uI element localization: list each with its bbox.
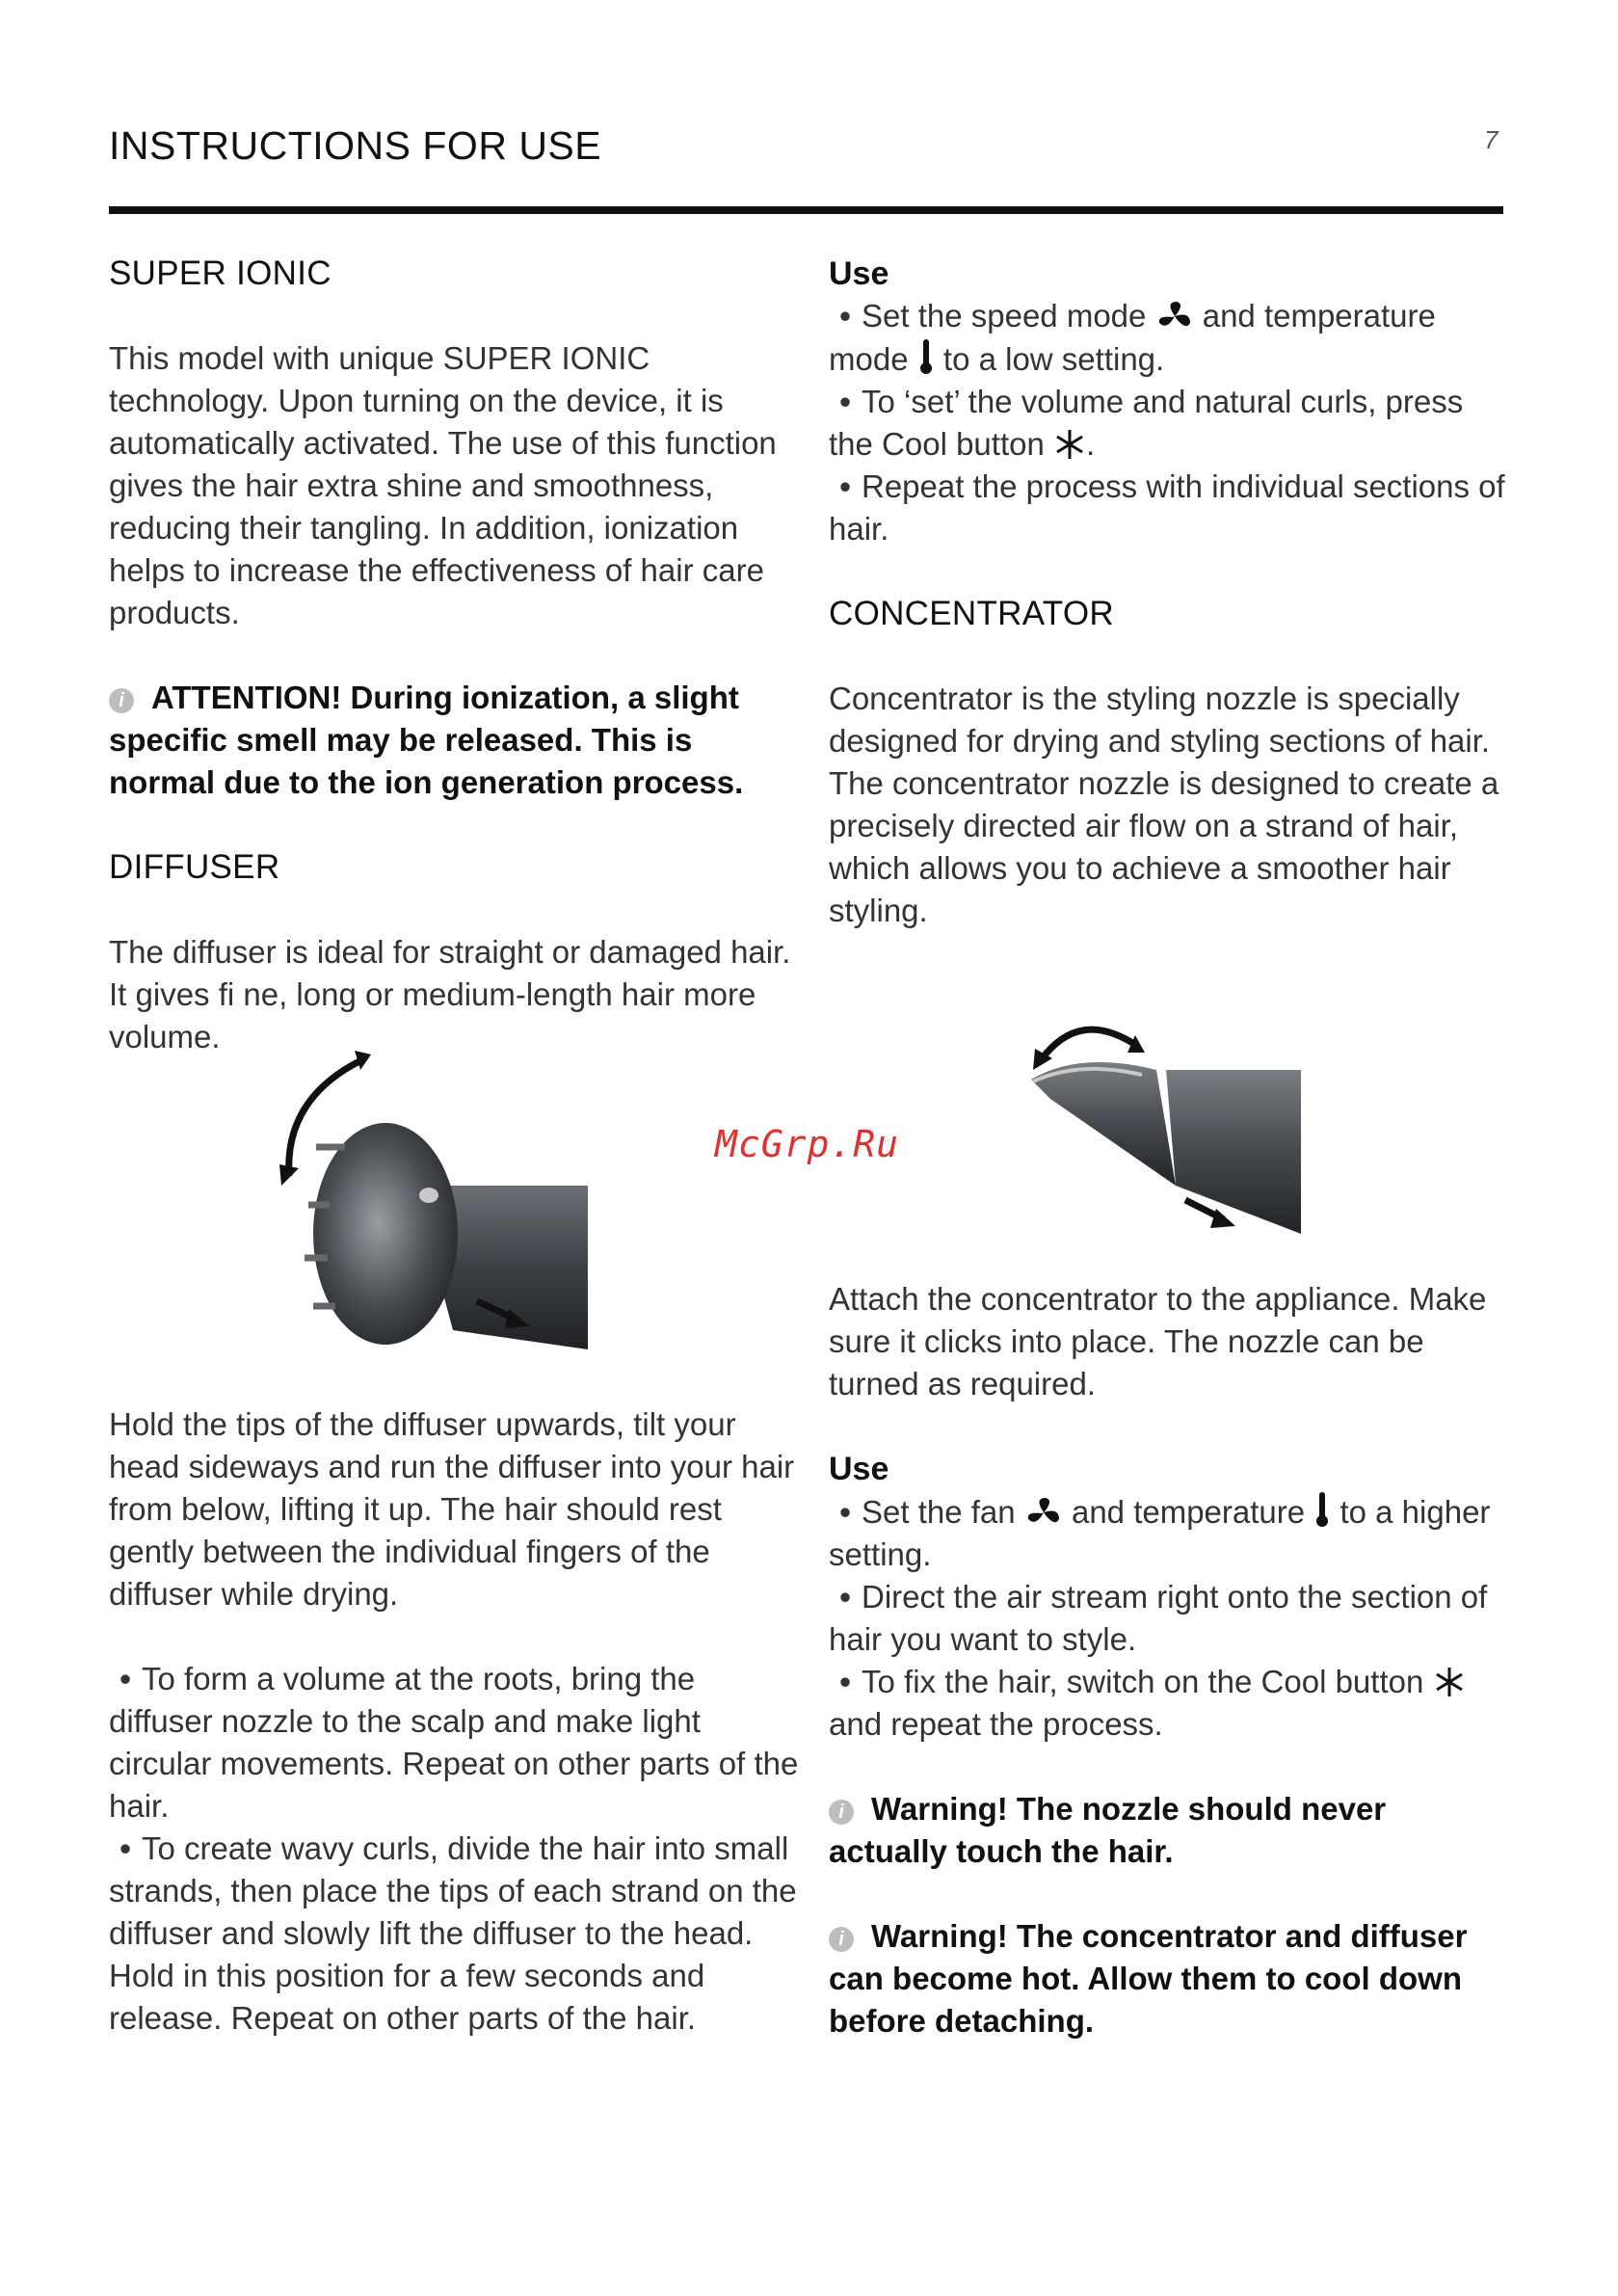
right-column [829,253,1508,974]
header-divider [109,206,1503,214]
concentrator-heading: CONCENTRATOR [829,595,1114,632]
snowflake-icon [1053,428,1086,461]
snowflake-icon [1433,1666,1466,1698]
attention-note [109,677,803,804]
super-ionic-heading: SUPER IONIC [109,254,332,292]
list-item: • Set the speed mode and temperature mode to a low setting. [829,295,1508,381]
right-lower-column [829,1278,1508,2085]
attention-text: ATTENTION! During ionization, a slight specific smell may be released. This is normal due to the ion generation process. [109,680,744,800]
bullet-icon: • [839,298,851,334]
thermometer-icon [917,337,935,376]
diffuser-body: The diffuser is ideal for straight or damaged hair. It gives fi ne, long or medium-length hair more volume. [109,934,791,1055]
list-item: • To fix the hair, switch on the Cool button and repeat the process. [829,1661,1508,1746]
info-icon: i [829,1927,854,1952]
bullet-icon: • [119,1830,131,1866]
left-column [109,253,803,1101]
bullet-icon: • [839,468,851,504]
page-title: INSTRUCTIONS FOR USE [109,123,602,168]
list-item: • To ‘set’ the volume and natural curls, press the Cool button . [829,381,1508,466]
list-item: • Repeat the process with individual sections of hair. [829,466,1508,550]
use-heading: Use [829,255,889,292]
left-lower-column [109,1403,803,2040]
fan-icon [1155,300,1194,333]
thermometer-icon [1313,1490,1331,1529]
diffuser-hold-instructions: Hold the tips of the diffuser upwards, tilt your head sideways and run the diffuser into your hair from below, lifting it up. The hair should rest gently between the individual fingers of the diffuser while drying. [109,1406,795,1612]
concentrator-attach: Attach the concentrator to the appliance. Make sure it clicks into place. The nozzle can be turned as required. [829,1281,1487,1402]
concentrator-body: Concentrator is the styling nozzle is specially designed for drying and styling sections of hair. The concentrator nozzle is designed to create a precisely directed air flow on a strand of hair, which allows you to achieve a smoother hair styling. [829,681,1499,928]
list-item: • To create wavy curls, divide the hair into small strands, then place the tips of each strand on the diffuser and slowly lift the diffuser to the head. Hold in this position for a few seconds and release. Repeat on other parts of the hair. [109,1828,803,2040]
fan-icon [1024,1496,1063,1529]
use-heading: Use [829,1451,889,1487]
bullet-icon: • [839,384,851,419]
bullet-icon: • [839,1664,851,1699]
info-icon: i [109,688,134,713]
diffuser-illustration [270,1041,597,1359]
warning-note: i Warning! The nozzle should never actually touch the hair. [829,1791,1387,1869]
list-item: • To form a volume at the roots, bring the diffuser nozzle to the scalp and make light circular movements. Repeat on other parts of the hair. [109,1658,803,1828]
bullet-icon: • [839,1579,851,1615]
super-ionic-body: This model with unique SUPER IONIC technology. Upon turning on the device, it is automatically activated. The use of this function gives the hair extra shine and smoothness, reducing their tangling. In addition, ionization helps to increase the effectiveness of hair care products. [109,340,777,630]
page-number: 7 [1484,125,1499,154]
info-icon: i [829,1800,854,1825]
warning-note: i Warning! The concentrator and diffuser can become hot. Allow them to cool down before detaching. [829,1918,1468,2039]
watermark: McGrp.Ru [715,1123,900,1165]
list-item: • Set the fan and temperature to a higher setting. [829,1490,1508,1576]
bullet-icon: • [839,1494,851,1530]
diffuser-heading: DIFFUSER [109,848,280,886]
concentrator-illustration [1021,993,1311,1243]
list-item: • Direct the air stream right onto the section of hair you want to style. [829,1576,1508,1661]
bullet-icon: • [119,1661,131,1696]
